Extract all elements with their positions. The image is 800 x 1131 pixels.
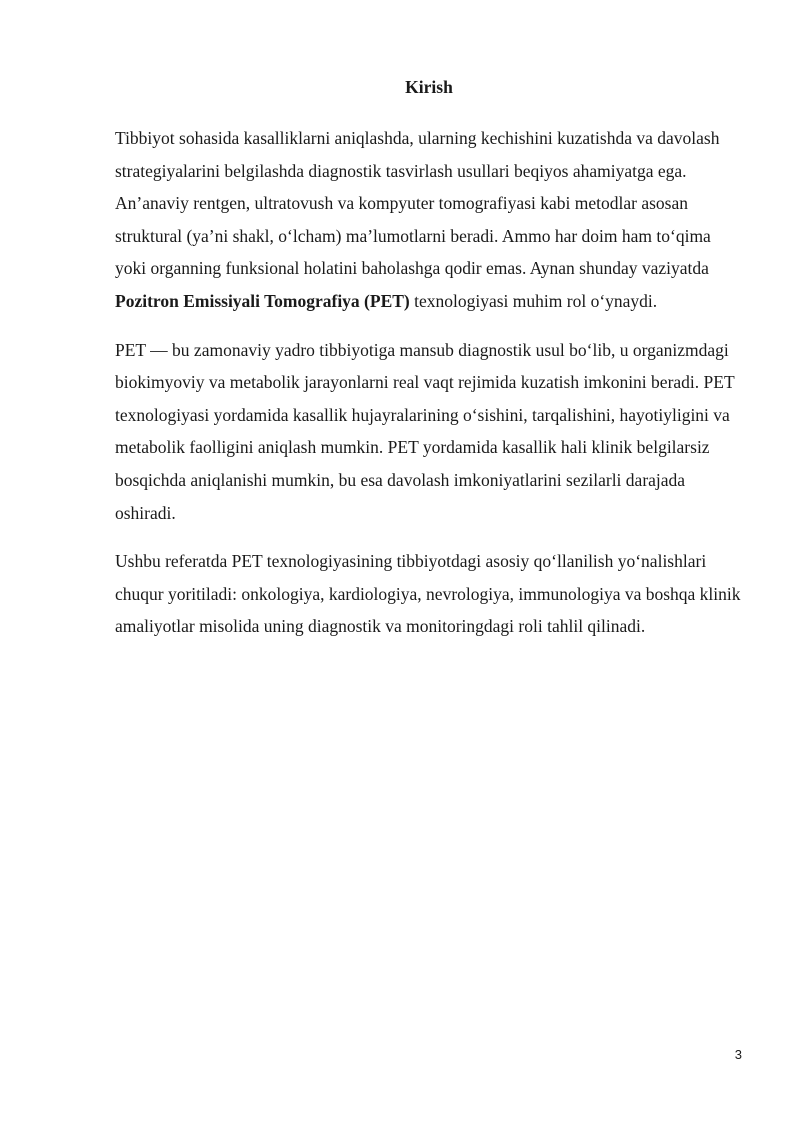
paragraph-intro-text: Tibbiyot sohasida kasalliklarni aniqlashda, ularning kechishini kuzatishda va davolash strategiyalarini belgilashda diagnostik tasvirlash usullari beqiyos ahamiyatga ega. An’anaviy rentgen, ultratovush va kompyuter tomografiyasi kabi metodlar asosan struktural (ya’ni shakl, o‘lcham) ma’lumotlarni beradi. Ammo har doim ham to‘qima yoki organning funksional holatini baholashga qodir emas. Aynan shunday vaziyatda [115, 128, 720, 279]
paragraph-abstract-scope: Ushbu referatda PET texnologiyasining tibbiyotdagi asosiy qo‘llanilish yo‘nalishlari chuqur yoritiladi: onkologiya, kardiologiya, nevrologiya, immunologiya va boshqa klinik amaliyotlar misolida uning diagnostik va monitoringdagi roli tahlil qilinadi. [115, 551, 741, 637]
paragraph-pet-definition: PET — bu zamonaviy yadro tibbiyotiga mansub diagnostik usul bo‘lib, u organizmdagi biokimyoviy va metabolik jarayonlarni real vaqt rejimida kuzatish imkonini beradi. PET texnologiyasi yordamida kasallik hujayralarining o‘sishini, tarqalishini, hayotiyligini va metabolik faolligini aniqlash mumkin. PET yordamida kasallik hali klinik belgilarsiz bosqichda aniqlanishi mumkin, bu esa davolash imkoniyatlarini sezilarli darajada oshiradi. [115, 339, 735, 523]
pet-term-bold: Pozitron Emissiyali Tomografiya (PET) [115, 290, 410, 311]
paragraph-intro-end: texnologiyasi muhim rol o‘ynaydi. [409, 290, 658, 311]
body-text [115, 122, 745, 659]
section-heading: Kirish [405, 77, 453, 97]
page-number: 3 [734, 1047, 742, 1062]
paragraph-intro [115, 122, 745, 318]
